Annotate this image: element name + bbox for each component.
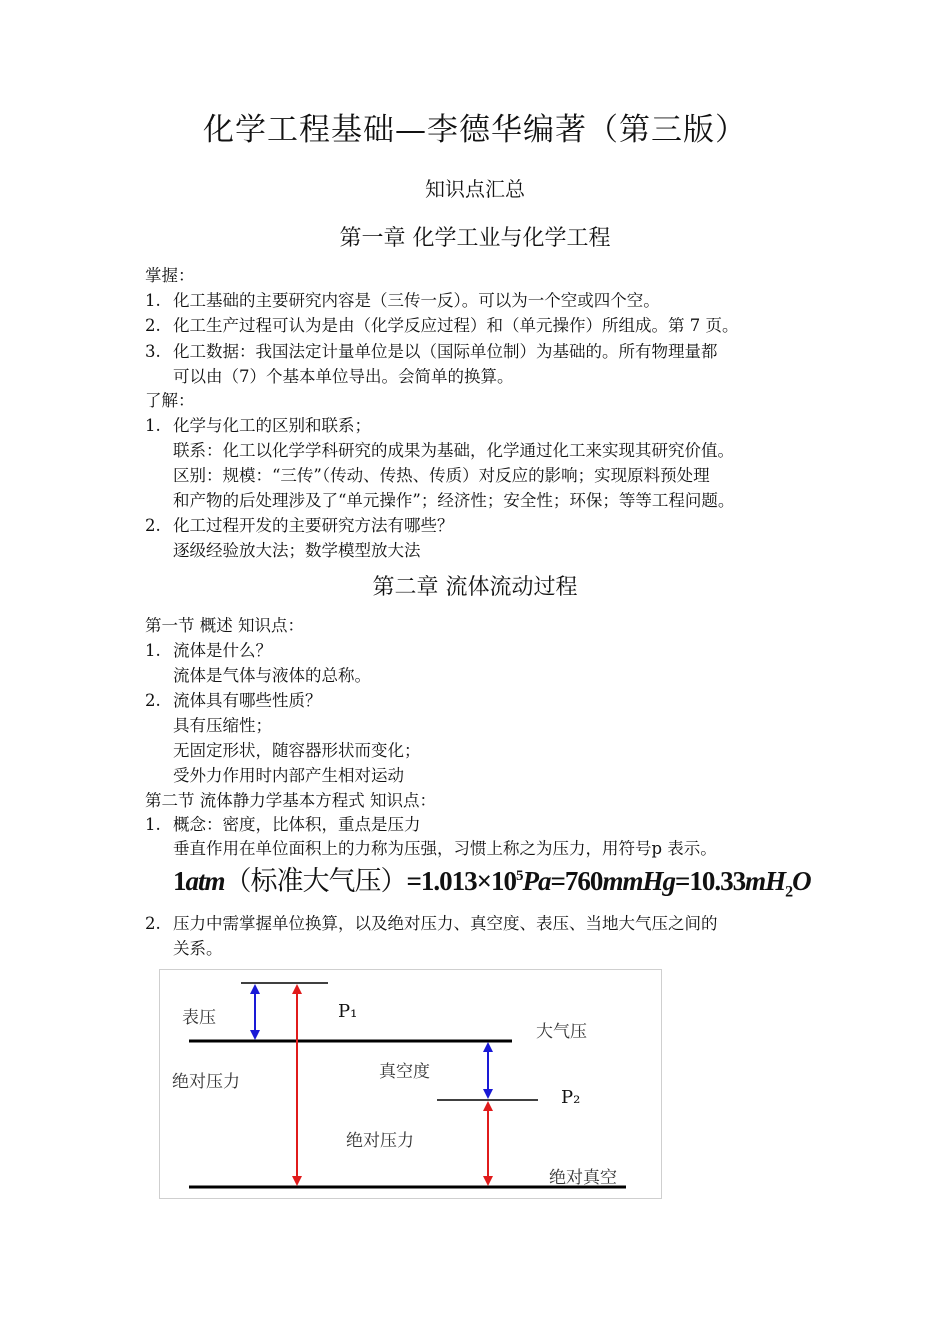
list-item-text: 流体是什么？ [173,641,272,660]
list-number: 2. [145,691,161,710]
page-title: 化学工程基础—李德华编著（第三版） [203,112,747,148]
list-number: 1. [145,815,161,834]
list-item-text: 化工数据：我国法定计量单位是以（国际单位制）为基础的。所有物理量都 [173,342,718,361]
list-item-text: 化工基础的主要研究内容是（三传一反）。可以为一个空或四个空。 [173,291,660,310]
vacuum-label: 真空度 [379,1062,430,1082]
list-item-text: 化工生产过程可认为是由（化学反应过程）和（单元操作）所组成。第 7 页。 [173,316,739,335]
list-number: 2. [145,316,161,335]
list-number: 1. [145,416,161,435]
list-item-text: 概念：密度，比体积，重点是压力 [173,815,421,834]
chapter2-heading: 第二章 流体流动过程 [372,575,578,600]
pressure-diagram [159,969,662,1199]
section-heading: 第二节 流体静力学基本方程式 知识点： [145,791,436,810]
list-item-text: 关系。 [173,939,223,958]
list-item-text: 具有压缩性； [173,716,272,735]
list-number: 3. [145,342,161,361]
list-item-text: 流体是气体与液体的总称。 [173,666,371,685]
atm-label: 大气压 [536,1022,587,1042]
list-item-text: 可以由（7）个基本单位导出。会简单的换算。 [173,367,514,386]
list-number: 2. [145,914,161,933]
p1-label: P₁ [338,1001,358,1022]
list-item-text: 化工过程开发的主要研究方法有哪些？ [173,516,454,535]
list-item-text: 区别：规模：“三传”（传动、传热、传质）对反应的影响；实现原料预处理 [173,466,710,485]
list-item-text: 化学与化工的区别和联系； [173,416,371,435]
p2-label: P₂ [561,1087,581,1108]
abs-pressure-label-right: 绝对压力 [346,1131,414,1151]
list-item-text: 受外力作用时内部产生相对运动 [173,766,404,785]
list-number: 1. [145,291,161,310]
formula-part: =10.33 [674,866,746,896]
formula-part: atm [185,866,225,896]
abs-pressure-label-left: 绝对压力 [172,1072,240,1092]
formula-part: 1 [173,866,186,896]
list-item-text: 逐级经验放大法；数学模型放大法 [173,541,421,560]
list-item-text: 和产物的后处理涉及了“单元操作”；经济性；安全性；环保；等等工程问题。 [173,491,735,510]
formula-part: mH [745,866,786,896]
formula-part: 5 [516,868,523,884]
formula-part: （标准大气压） [224,866,407,896]
list-number: 2. [145,516,161,535]
list-item-text: 流体具有哪些性质？ [173,691,322,710]
pressure-formula [173,859,811,901]
list-item-text: 无固定形状，随容器形状而变化； [173,741,421,760]
formula-part: =760 [550,866,603,896]
page-subtitle: 知识点汇总 [425,177,525,201]
understand-label: 了解： [145,391,195,410]
formula-part: =1.013×10 [406,866,517,896]
list-item-text: 垂直作用在单位面积上的力称为压强，习惯上称之为压力，用符号p 表示。 [173,839,717,858]
chapter1-heading: 第一章 化学工业与化学工程 [339,226,611,251]
formula-part: 2 [785,883,793,901]
abs-vacuum-label: 绝对真空 [549,1168,617,1188]
list-item-text: 压力中需掌握单位换算，以及绝对压力、真空度、表压、当地大气压之间的 [173,914,718,933]
formula-part: Pa [522,866,551,896]
master-label: 掌握： [145,266,195,285]
formula-part: mmHg [602,866,675,896]
list-item-text: 联系：化工以化学学科研究的成果为基础，化学通过化工来实现其研究价值。 [173,441,734,460]
section-heading: 第一节 概述 知识点： [145,616,304,635]
gauge-label: 表压 [182,1008,216,1028]
formula-part: O [792,866,811,896]
list-number: 1. [145,641,161,660]
